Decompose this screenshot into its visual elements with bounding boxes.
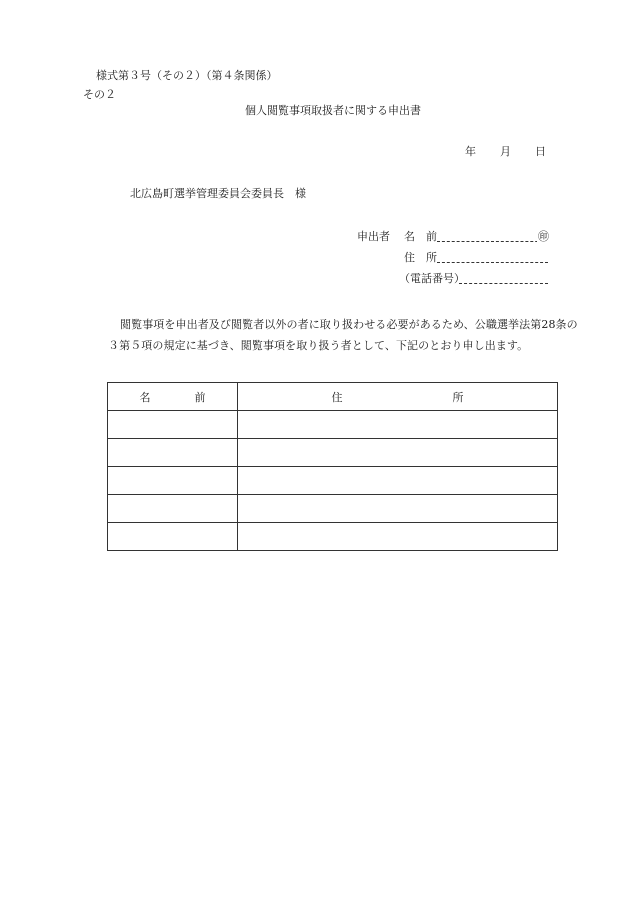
name-cell[interactable]	[108, 439, 238, 467]
date-year-label: 年	[465, 145, 476, 158]
column-header-address: 住 所	[238, 383, 558, 411]
applicant-address-field[interactable]	[404, 250, 548, 266]
applicant-name-field[interactable]	[404, 229, 548, 245]
phone-underline	[459, 283, 548, 284]
address-cell[interactable]	[238, 523, 558, 551]
column-header-name: 名 前	[108, 383, 238, 411]
name-cell[interactable]	[108, 467, 238, 495]
name-cell[interactable]	[108, 495, 238, 523]
applicant-name-label: 名 前	[404, 230, 437, 243]
date-month-label: 月	[500, 145, 511, 158]
table-row	[108, 467, 558, 495]
form-number: 様式第３号（その２）（第４条関係）	[96, 69, 278, 82]
date-line	[465, 144, 546, 160]
applicant-address-label: 住 所	[404, 251, 437, 264]
address-cell[interactable]	[238, 411, 558, 439]
address-cell[interactable]	[238, 439, 558, 467]
table-row	[108, 439, 558, 467]
form-sub-number: その２	[83, 88, 116, 101]
table-row	[108, 495, 558, 523]
address-cell[interactable]	[238, 467, 558, 495]
address-cell[interactable]	[238, 495, 558, 523]
date-day-label: 日	[535, 145, 546, 158]
seal-mark: ㊞	[538, 230, 549, 243]
document-title: 個人閲覧事項取扱者に関する申出書	[245, 104, 421, 117]
table-header-row	[108, 383, 558, 411]
handler-table	[107, 382, 558, 551]
applicant-phone-field[interactable]	[399, 271, 548, 287]
address-underline	[437, 262, 548, 263]
applicant-phone-label: （電話番号）	[399, 272, 465, 285]
name-cell[interactable]	[108, 523, 238, 551]
table-row	[108, 411, 558, 439]
name-underline	[437, 241, 548, 242]
addressee: 北広島町選挙管理委員会委員長 様	[130, 187, 306, 200]
applicant-label: 申出者	[357, 230, 390, 243]
name-cell[interactable]	[108, 411, 238, 439]
table-row	[108, 523, 558, 551]
body-paragraph: 閲覧事項を申出者及び閲覧者以外の者に取り扱わせる必要があるため、公職選挙法第28条の３第５項の規定に基づき、閲覧事項を取り扱う者として、下記のとおり申し出ます。	[108, 318, 578, 352]
